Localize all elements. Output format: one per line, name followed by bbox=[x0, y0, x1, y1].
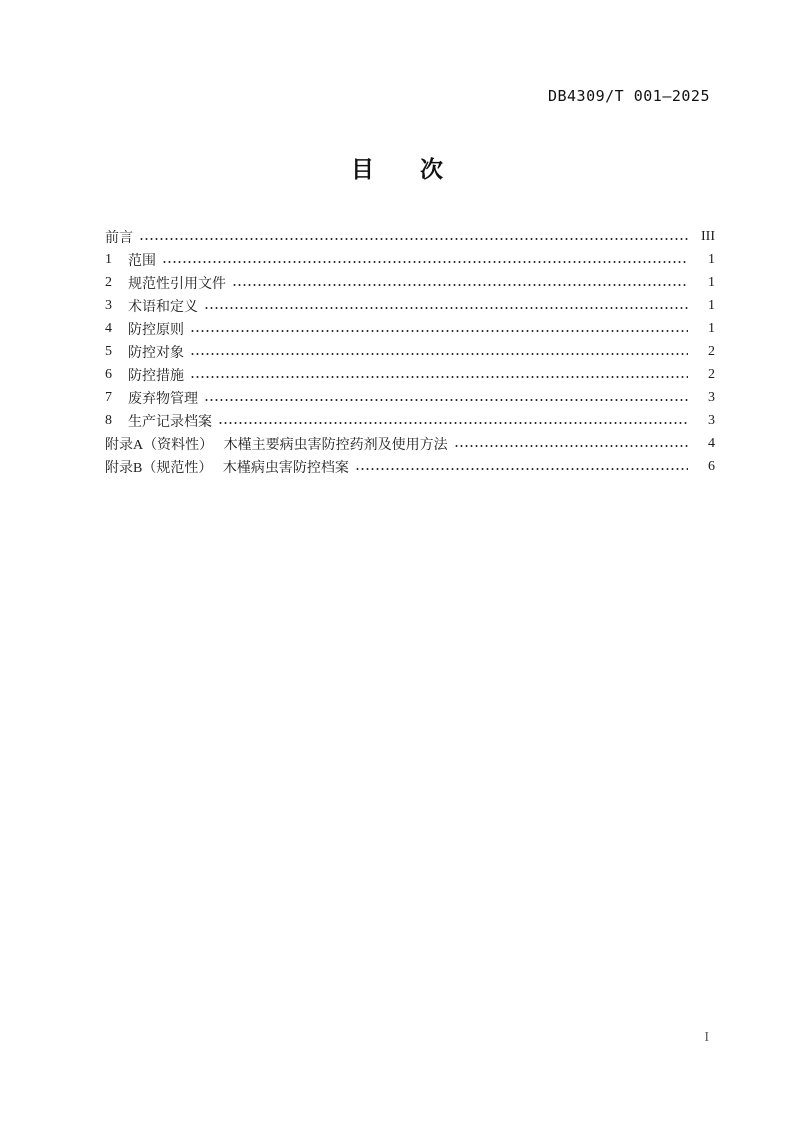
toc-leader-dots bbox=[162, 253, 688, 267]
toc-leader-dots bbox=[454, 437, 688, 451]
toc-leader-dots bbox=[355, 460, 688, 474]
toc-entry-label: 术语和定义 bbox=[128, 299, 198, 315]
toc-leader-dots bbox=[204, 391, 688, 405]
toc-entry-page: 1 bbox=[708, 251, 715, 267]
toc-entry-label: 附录B（规范性） 木槿病虫害防控档案 bbox=[105, 460, 349, 476]
toc-entry-number: 8 bbox=[105, 412, 112, 428]
toc-leader-dots bbox=[190, 345, 688, 359]
toc-leader-dots bbox=[232, 276, 688, 290]
toc-entry-control-measures[interactable] bbox=[105, 363, 715, 386]
page-title: 目 次 bbox=[351, 157, 443, 182]
toc-entry-number: 4 bbox=[105, 320, 112, 336]
toc-entry-appendix-b[interactable] bbox=[105, 455, 715, 478]
toc-entry-page: 2 bbox=[708, 343, 715, 359]
toc-leader-dots bbox=[218, 414, 688, 428]
toc-entry-label: 防控措施 bbox=[128, 368, 184, 384]
toc-entry-page: 1 bbox=[708, 274, 715, 290]
footer-page-number: I bbox=[704, 1030, 709, 1045]
toc-entry-number: 5 bbox=[105, 343, 112, 359]
toc-entry-waste-management[interactable] bbox=[105, 386, 715, 409]
toc-entry-label: 规范性引用文件 bbox=[128, 276, 226, 292]
toc-entry-label: 前言 bbox=[105, 230, 133, 246]
toc-entry-label: 附录A（资料性） 木槿主要病虫害防控药剂及使用方法 bbox=[105, 437, 448, 453]
toc-entry-page: 4 bbox=[708, 435, 715, 451]
table-of-contents bbox=[105, 225, 715, 478]
toc-entry-terms-definitions[interactable] bbox=[105, 294, 715, 317]
toc-entry-label: 生产记录档案 bbox=[128, 414, 212, 430]
toc-entry-number: 6 bbox=[105, 366, 112, 382]
toc-entry-scope[interactable] bbox=[105, 248, 715, 271]
standard-code-header: DB4309/T 001—2025 bbox=[547, 87, 710, 105]
toc-entry-page: III bbox=[701, 228, 715, 244]
toc-entry-page: 3 bbox=[708, 389, 715, 405]
toc-leader-dots bbox=[139, 230, 688, 244]
toc-entry-page: 1 bbox=[708, 320, 715, 336]
toc-entry-label: 防控原则 bbox=[128, 322, 184, 338]
toc-entry-page: 2 bbox=[708, 366, 715, 382]
toc-entry-page: 1 bbox=[708, 297, 715, 313]
toc-entry-page: 3 bbox=[708, 412, 715, 428]
toc-entry-production-records[interactable] bbox=[105, 409, 715, 432]
toc-entry-number: 7 bbox=[105, 389, 112, 405]
toc-entry-foreword[interactable] bbox=[105, 225, 715, 248]
toc-entry-number: 2 bbox=[105, 274, 112, 290]
toc-entry-label: 范围 bbox=[128, 253, 156, 269]
toc-entry-number: 1 bbox=[105, 251, 112, 267]
toc-entry-label: 废弃物管理 bbox=[128, 391, 198, 407]
toc-leader-dots bbox=[204, 299, 688, 313]
toc-leader-dots bbox=[190, 368, 688, 382]
toc-entry-control-targets[interactable] bbox=[105, 340, 715, 363]
toc-entry-page: 6 bbox=[708, 458, 715, 474]
toc-entry-control-principles[interactable] bbox=[105, 317, 715, 340]
toc-entry-number: 3 bbox=[105, 297, 112, 313]
toc-entry-appendix-a[interactable] bbox=[105, 432, 715, 455]
toc-entry-label: 防控对象 bbox=[128, 345, 184, 361]
toc-leader-dots bbox=[190, 322, 688, 336]
toc-entry-normative-references[interactable] bbox=[105, 271, 715, 294]
